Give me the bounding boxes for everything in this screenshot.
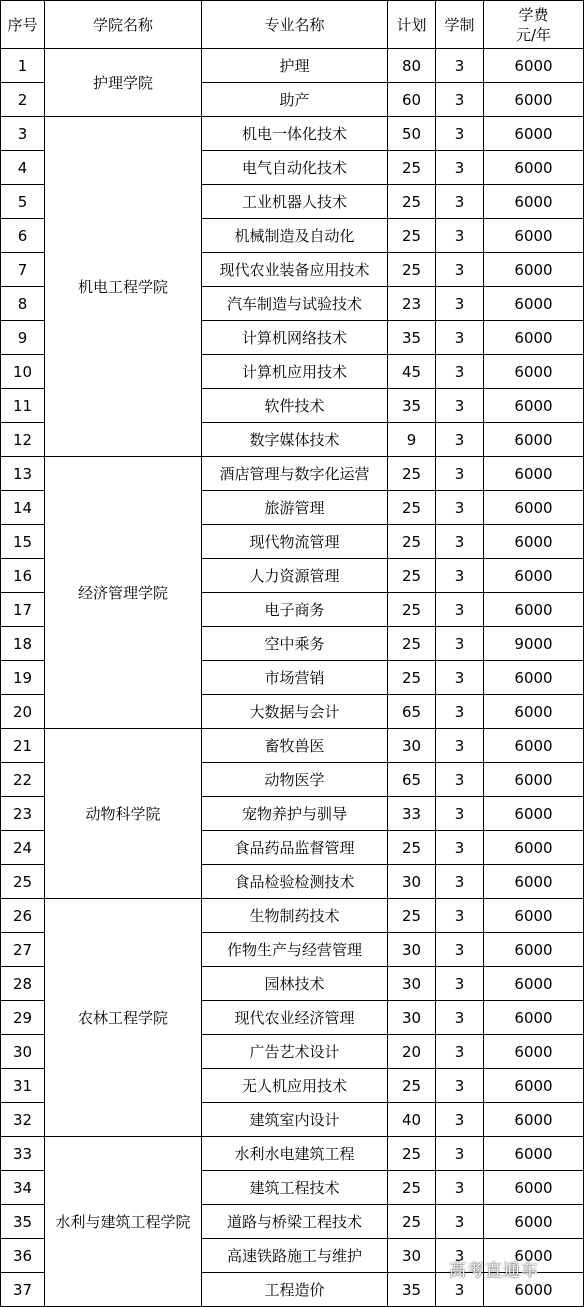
cell-fee: 6000: [484, 967, 584, 1001]
cell-duration: 3: [436, 185, 484, 219]
cell-duration: 3: [436, 1205, 484, 1239]
cell-index: 3: [1, 117, 45, 151]
cell-index: 12: [1, 423, 45, 457]
cell-duration: 3: [436, 321, 484, 355]
cell-major: 高速铁路施工与维护: [202, 1239, 388, 1273]
cell-college: 水利与建筑工程学院: [45, 1137, 202, 1307]
cell-index: 4: [1, 151, 45, 185]
cell-fee: 6000: [484, 933, 584, 967]
cell-duration: 3: [436, 695, 484, 729]
cell-fee: 6000: [484, 287, 584, 321]
header-fee-line2: 元/年: [515, 25, 552, 44]
cell-plan: 30: [388, 1239, 436, 1273]
cell-major: 数字媒体技术: [202, 423, 388, 457]
cell-major: 计算机应用技术: [202, 355, 388, 389]
cell-index: 23: [1, 797, 45, 831]
cell-major: 机械制造及自动化: [202, 219, 388, 253]
cell-plan: 25: [388, 559, 436, 593]
cell-duration: 3: [436, 593, 484, 627]
cell-duration: 3: [436, 1103, 484, 1137]
cell-major: 畜牧兽医: [202, 729, 388, 763]
cell-index: 15: [1, 525, 45, 559]
cell-index: 9: [1, 321, 45, 355]
cell-duration: 3: [436, 1001, 484, 1035]
header-plan: 计划: [388, 1, 436, 49]
cell-fee: 6000: [484, 219, 584, 253]
cell-index: 37: [1, 1273, 45, 1307]
cell-index: 29: [1, 1001, 45, 1035]
cell-plan: 40: [388, 1103, 436, 1137]
cell-fee: 6000: [484, 1137, 584, 1171]
cell-duration: 3: [436, 219, 484, 253]
cell-index: 21: [1, 729, 45, 763]
cell-major: 计算机网络技术: [202, 321, 388, 355]
cell-duration: 3: [436, 49, 484, 83]
header-index: 序号: [1, 1, 45, 49]
cell-index: 22: [1, 763, 45, 797]
cell-fee: 6000: [484, 661, 584, 695]
cell-duration: 3: [436, 831, 484, 865]
cell-major: 生物制药技术: [202, 899, 388, 933]
header-college: 学院名称: [45, 1, 202, 49]
cell-plan: 25: [388, 1205, 436, 1239]
cell-fee: 6000: [484, 185, 584, 219]
cell-plan: 30: [388, 1001, 436, 1035]
cell-duration: 3: [436, 967, 484, 1001]
cell-duration: 3: [436, 797, 484, 831]
cell-college: 动物科学院: [45, 729, 202, 899]
cell-fee: 6000: [484, 389, 584, 423]
cell-index: 34: [1, 1171, 45, 1205]
cell-fee: 6000: [484, 763, 584, 797]
cell-index: 16: [1, 559, 45, 593]
cell-index: 1: [1, 49, 45, 83]
cell-fee: 6000: [484, 1239, 584, 1273]
cell-index: 20: [1, 695, 45, 729]
cell-plan: 25: [388, 593, 436, 627]
cell-index: 10: [1, 355, 45, 389]
cell-fee: 6000: [484, 491, 584, 525]
cell-major: 酒店管理与数字化运营: [202, 457, 388, 491]
cell-major: 工业机器人技术: [202, 185, 388, 219]
cell-index: 7: [1, 253, 45, 287]
header-major: 专业名称: [202, 1, 388, 49]
cell-fee: 6000: [484, 865, 584, 899]
cell-index: 19: [1, 661, 45, 695]
cell-duration: 3: [436, 559, 484, 593]
cell-major: 水利水电建筑工程: [202, 1137, 388, 1171]
cell-fee: 9000: [484, 627, 584, 661]
cell-major: 建筑工程技术: [202, 1171, 388, 1205]
cell-index: 32: [1, 1103, 45, 1137]
table-row: [1, 899, 584, 933]
cell-duration: 3: [436, 1137, 484, 1171]
table-row: [1, 1137, 584, 1171]
cell-index: 36: [1, 1239, 45, 1273]
cell-major: 作物生产与经营管理: [202, 933, 388, 967]
cell-plan: 80: [388, 49, 436, 83]
cell-duration: 3: [436, 423, 484, 457]
cell-fee: 6000: [484, 1103, 584, 1137]
cell-fee: 6000: [484, 695, 584, 729]
cell-duration: 3: [436, 151, 484, 185]
cell-plan: 30: [388, 967, 436, 1001]
cell-duration: 3: [436, 287, 484, 321]
cell-fee: 6000: [484, 525, 584, 559]
cell-index: 25: [1, 865, 45, 899]
cell-college: 经济管理学院: [45, 457, 202, 729]
cell-plan: 33: [388, 797, 436, 831]
cell-plan: 25: [388, 185, 436, 219]
cell-plan: 25: [388, 253, 436, 287]
cell-index: 35: [1, 1205, 45, 1239]
cell-fee: 6000: [484, 593, 584, 627]
cell-major: 道路与桥梁工程技术: [202, 1205, 388, 1239]
cell-major: 汽车制造与试验技术: [202, 287, 388, 321]
cell-index: 27: [1, 933, 45, 967]
cell-duration: 3: [436, 661, 484, 695]
header-fee-line1: 学费: [518, 5, 549, 24]
table-body: [1, 49, 584, 1307]
cell-index: 17: [1, 593, 45, 627]
cell-duration: 3: [436, 1273, 484, 1307]
cell-duration: 3: [436, 763, 484, 797]
cell-major: 食品药品监督管理: [202, 831, 388, 865]
cell-major: 园林技术: [202, 967, 388, 1001]
table-row: [1, 117, 584, 151]
cell-major: 人力资源管理: [202, 559, 388, 593]
cell-index: 31: [1, 1069, 45, 1103]
cell-major: 电子商务: [202, 593, 388, 627]
cell-plan: 25: [388, 457, 436, 491]
cell-index: 2: [1, 83, 45, 117]
cell-index: 8: [1, 287, 45, 321]
cell-fee: 6000: [484, 355, 584, 389]
cell-plan: 25: [388, 525, 436, 559]
cell-index: 28: [1, 967, 45, 1001]
cell-major: 空中乘务: [202, 627, 388, 661]
table-row: [1, 49, 584, 83]
cell-duration: 3: [436, 729, 484, 763]
cell-fee: 6000: [484, 457, 584, 491]
cell-duration: 3: [436, 1035, 484, 1069]
cell-fee: 6000: [484, 1171, 584, 1205]
cell-major: 电气自动化技术: [202, 151, 388, 185]
table-row: [1, 729, 584, 763]
table-header: [1, 1, 584, 49]
cell-major: 广告艺术设计: [202, 1035, 388, 1069]
header-row: [1, 1, 584, 49]
cell-major: 工程造价: [202, 1273, 388, 1307]
cell-plan: 35: [388, 1273, 436, 1307]
cell-duration: 3: [436, 355, 484, 389]
cell-plan: 25: [388, 831, 436, 865]
cell-duration: 3: [436, 1069, 484, 1103]
cell-plan: 25: [388, 899, 436, 933]
cell-fee: 6000: [484, 423, 584, 457]
cell-plan: 20: [388, 1035, 436, 1069]
cell-index: 33: [1, 1137, 45, 1171]
cell-index: 30: [1, 1035, 45, 1069]
cell-plan: 25: [388, 151, 436, 185]
cell-index: 5: [1, 185, 45, 219]
cell-index: 24: [1, 831, 45, 865]
cell-duration: 3: [436, 899, 484, 933]
cell-duration: 3: [436, 1171, 484, 1205]
cell-plan: 65: [388, 695, 436, 729]
cell-plan: 25: [388, 1171, 436, 1205]
cell-duration: 3: [436, 627, 484, 661]
cell-fee: 6000: [484, 1001, 584, 1035]
cell-index: 13: [1, 457, 45, 491]
cell-fee: 6000: [484, 253, 584, 287]
cell-major: 机电一体化技术: [202, 117, 388, 151]
cell-plan: 25: [388, 219, 436, 253]
cell-major: 动物医学: [202, 763, 388, 797]
cell-index: 6: [1, 219, 45, 253]
cell-fee: 6000: [484, 321, 584, 355]
cell-major: 宠物养护与驯导: [202, 797, 388, 831]
cell-duration: 3: [436, 1239, 484, 1273]
cell-fee: 6000: [484, 559, 584, 593]
cell-major: 建筑室内设计: [202, 1103, 388, 1137]
cell-major: 大数据与会计: [202, 695, 388, 729]
cell-index: 14: [1, 491, 45, 525]
cell-duration: 3: [436, 933, 484, 967]
cell-duration: 3: [436, 865, 484, 899]
cell-duration: 3: [436, 491, 484, 525]
cell-fee: 6000: [484, 1035, 584, 1069]
watermark: 高考直通车: [449, 1261, 539, 1281]
cell-plan: 65: [388, 763, 436, 797]
cell-plan: 9: [388, 423, 436, 457]
cell-plan: 30: [388, 729, 436, 763]
cell-major: 现代农业装备应用技术: [202, 253, 388, 287]
cell-major: 无人机应用技术: [202, 1069, 388, 1103]
cell-duration: 3: [436, 457, 484, 491]
table-row: [1, 457, 584, 491]
cell-plan: 30: [388, 865, 436, 899]
cell-fee: 6000: [484, 49, 584, 83]
cell-duration: 3: [436, 253, 484, 287]
cell-duration: 3: [436, 525, 484, 559]
cell-plan: 25: [388, 661, 436, 695]
cell-fee: 6000: [484, 1273, 584, 1307]
cell-college: 农林工程学院: [45, 899, 202, 1137]
cell-major: 软件技术: [202, 389, 388, 423]
header-duration: 学制: [436, 1, 484, 49]
cell-major: 助产: [202, 83, 388, 117]
cell-college: 护理学院: [45, 49, 202, 117]
cell-plan: 25: [388, 491, 436, 525]
cell-college: 机电工程学院: [45, 117, 202, 457]
cell-plan: 30: [388, 933, 436, 967]
cell-plan: 35: [388, 389, 436, 423]
cell-index: 11: [1, 389, 45, 423]
cell-plan: 45: [388, 355, 436, 389]
cell-plan: 60: [388, 83, 436, 117]
cell-fee: 6000: [484, 1069, 584, 1103]
cell-major: 食品检验检测技术: [202, 865, 388, 899]
cell-fee: 6000: [484, 83, 584, 117]
cell-major: 旅游管理: [202, 491, 388, 525]
cell-plan: 35: [388, 321, 436, 355]
cell-duration: 3: [436, 389, 484, 423]
cell-fee: 6000: [484, 117, 584, 151]
cell-index: 26: [1, 899, 45, 933]
cell-major: 市场营销: [202, 661, 388, 695]
cell-duration: 3: [436, 117, 484, 151]
cell-fee: 6000: [484, 729, 584, 763]
cell-index: 18: [1, 627, 45, 661]
cell-fee: 6000: [484, 899, 584, 933]
cell-plan: 50: [388, 117, 436, 151]
cell-fee: 6000: [484, 831, 584, 865]
cell-duration: 3: [436, 83, 484, 117]
cell-major: 护理: [202, 49, 388, 83]
header-fee: [484, 1, 584, 49]
cell-major: 现代物流管理: [202, 525, 388, 559]
cell-fee: 6000: [484, 151, 584, 185]
cell-plan: 25: [388, 1137, 436, 1171]
cell-major: 现代农业经济管理: [202, 1001, 388, 1035]
cell-plan: 25: [388, 627, 436, 661]
cell-plan: 23: [388, 287, 436, 321]
cell-plan: 25: [388, 1069, 436, 1103]
cell-fee: 6000: [484, 797, 584, 831]
cell-fee: 6000: [484, 1205, 584, 1239]
